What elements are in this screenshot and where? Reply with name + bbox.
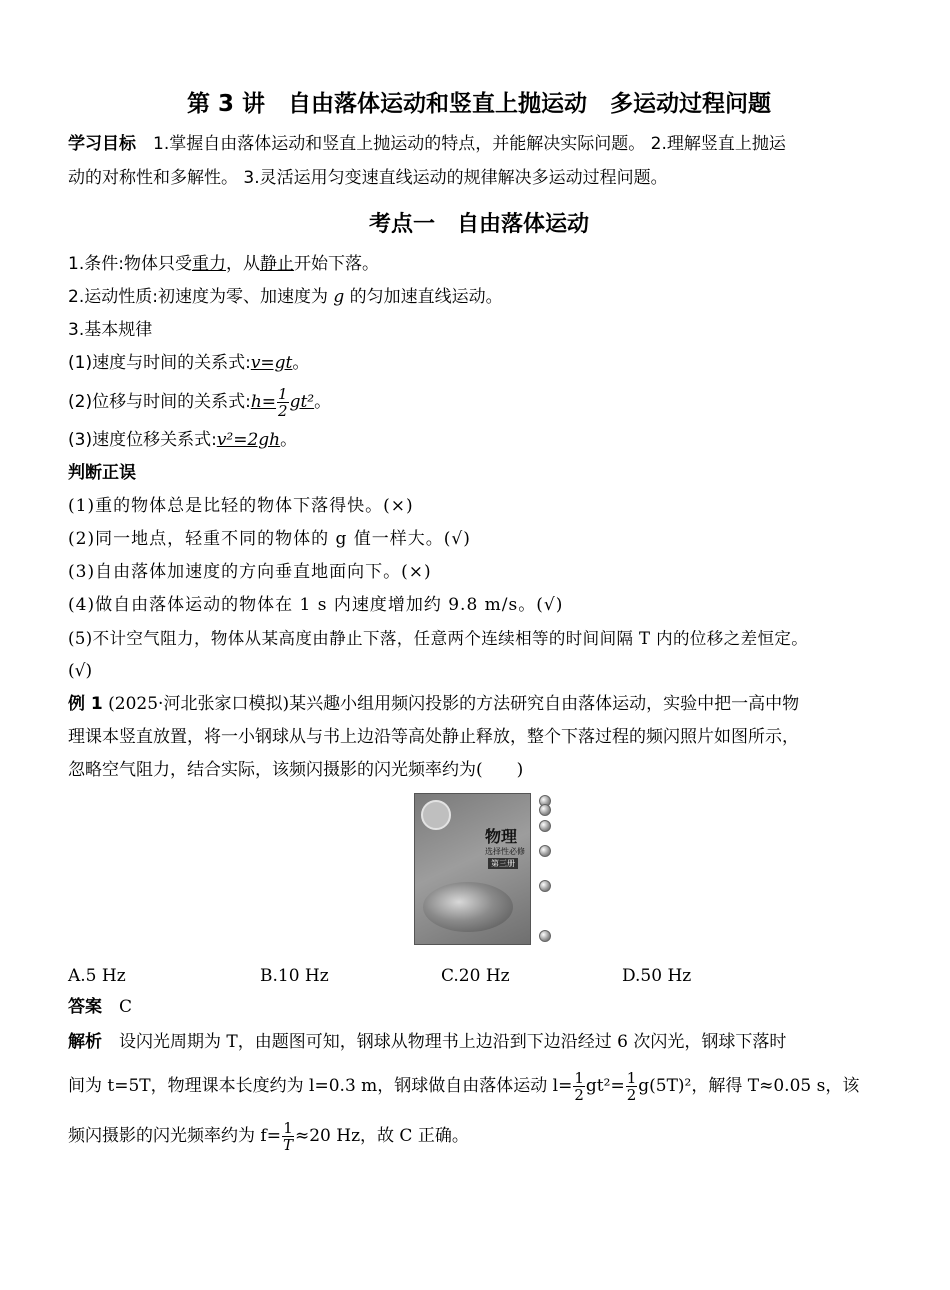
book-volume: 第三册: [488, 858, 518, 869]
lesson-title: 第 3 讲 自由落体运动和竖直上抛运动 多运动过程问题: [186, 91, 772, 117]
book-emblem-icon: [421, 800, 451, 830]
option-a: A.5 Hz: [68, 966, 126, 986]
law2-lhs: h=: [250, 392, 277, 412]
steel-ball-flash-2: [539, 804, 551, 816]
analysis-frac2-den: 2: [626, 1086, 637, 1104]
book-title: 物理: [485, 827, 518, 846]
steel-ball-flash-3: [539, 820, 551, 832]
analysis-fraction-1: [573, 1070, 585, 1103]
steel-ball-flash-4: [539, 845, 551, 857]
document-page: [68, 86, 890, 1161]
analysis-frac1-num: 1: [574, 1069, 584, 1087]
law2-fraction: [277, 386, 289, 419]
analysis-frac3-den: T: [282, 1136, 293, 1154]
law1-suffix: 。: [292, 353, 310, 373]
example-line-3: 忽略空气阻力，结合实际，该频闪摄影的闪光频率约为( ): [68, 760, 524, 780]
example-text-1: (2025·河北张家口模拟)某兴趣小组用频闪投影的方法研究自由落体运动，实验中把一高中物: [108, 694, 800, 714]
nature-suffix: 的匀加速直线运动。: [344, 287, 503, 307]
law2-prefix: (2)位移与时间的关系式:: [68, 392, 251, 412]
condition-item: [68, 248, 890, 281]
analysis-label: 解析: [68, 1032, 102, 1052]
book-cover-lens-image: [423, 882, 513, 932]
answer-label: 答案: [68, 997, 102, 1017]
analysis-line-3: [68, 1111, 890, 1161]
goals-line1: 1.掌握自由落体运动和竖直上抛运动的特点，并能解决实际问题。 2.理解竖直上抛运: [153, 134, 786, 154]
judge-item-5: (5)不计空气阻力，物体从某高度由静止下落，任意两个连续相等的时间间隔 T 内的位移之差恒定。: [68, 629, 809, 648]
book-subtitle: 选择性必修: [485, 847, 525, 856]
law3-formula: v²=2gh: [216, 430, 281, 450]
judge-item-1: (1)重的物体总是比轻的物体下落得快。(×): [68, 496, 414, 516]
analysis-text-2b: gt²=: [585, 1076, 625, 1096]
example-line-1: [68, 688, 890, 721]
analysis-frac1-den: 2: [574, 1086, 584, 1104]
law-velocity-time: [68, 347, 890, 380]
analysis-text-3a: 频闪摄影的闪光频率约为 f=: [68, 1126, 281, 1146]
law2-den: 2: [278, 402, 288, 420]
analysis-text-2c: g(5T)²，解得 T≈0.05 s，该: [638, 1076, 860, 1096]
strobe-photo-figure: [414, 793, 564, 953]
example-label: 例 1: [68, 694, 103, 714]
law3-prefix: (3)速度位移关系式:: [68, 430, 217, 450]
analysis-text-2a: 间为 t=5T，物理课本长度约为 l=0.3 m，钢球做自由落体运动 l=: [68, 1076, 573, 1096]
law1-prefix: (1)速度与时间的关系式:: [68, 353, 251, 373]
condition-gravity: 重力: [191, 254, 226, 274]
learning-goals: [68, 124, 890, 198]
analysis-text-3b: ≈20 Hz，故 C 正确。: [294, 1126, 469, 1146]
judge-item-4: (4)做自由落体运动的物体在 1 s 内速度增加约 9.8 m/s。(√): [68, 595, 564, 615]
answer-options: [68, 961, 890, 991]
nature-g: g: [333, 287, 345, 307]
law2-num: 1: [278, 385, 288, 403]
judge-item-5-mark: (√): [68, 661, 93, 681]
law-velocity-displacement: [68, 424, 890, 457]
law2-rhs: gt²: [289, 392, 315, 412]
section-title: 考点一 自由落体运动: [368, 212, 589, 237]
goals-line2: 动的对称性和多解性。 3.灵活运用匀变速直线运动的规律解决多运动过程问题。: [68, 168, 668, 188]
motion-nature-item: [68, 281, 890, 314]
law-displacement-time: [68, 380, 890, 424]
condition-suffix: 开始下落。: [293, 254, 379, 274]
basic-laws-heading: 3.基本规律: [68, 320, 153, 340]
judge-item-3: (3)自由落体加速度的方向垂直地面向下。(×): [68, 562, 432, 582]
condition-prefix: 1.条件:物体只受: [68, 254, 192, 274]
analysis-text-1: 设闪光周期为 T，由题图可知，钢球从物理书上边沿到下边沿经过 6 次闪光，钢球下落时: [119, 1032, 787, 1052]
analysis-fraction-2: [626, 1070, 638, 1103]
analysis-frac2-num: 1: [626, 1069, 637, 1087]
judge-title: 判断正误: [68, 463, 136, 483]
condition-mid: ，从: [225, 254, 260, 274]
answer-line: [68, 991, 890, 1023]
option-d: D.50 Hz: [622, 966, 692, 986]
condition-rest: 静止: [259, 254, 294, 274]
steel-ball-flash-6: [539, 930, 551, 942]
option-c: C.20 Hz: [441, 966, 510, 986]
answer-value: C: [119, 997, 133, 1017]
law3-suffix: 。: [280, 430, 298, 450]
steel-ball-flash-5: [539, 880, 551, 892]
judge-item-2: (2)同一地点，轻重不同的物体的 g 值一样大。(√): [68, 529, 471, 549]
option-b: B.10 Hz: [260, 966, 329, 986]
analysis-line-1: [68, 1023, 890, 1061]
analysis-fraction-3: [282, 1120, 294, 1153]
physics-book-image: [414, 793, 531, 945]
nature-prefix: 2.运动性质:初速度为零、加速度为: [68, 287, 334, 307]
example-line-2: 理课本竖直放置，将一小钢球从与书上边沿等高处静止释放，整个下落过程的频闪照片如图所示，: [68, 727, 799, 747]
goals-label: 学习目标: [68, 134, 136, 154]
law2-suffix: 。: [314, 392, 332, 412]
analysis-frac3-num: 1: [283, 1119, 293, 1137]
law2-formula: [250, 385, 315, 420]
law1-formula: v=gt: [250, 353, 293, 373]
analysis-line-2: [68, 1061, 890, 1111]
